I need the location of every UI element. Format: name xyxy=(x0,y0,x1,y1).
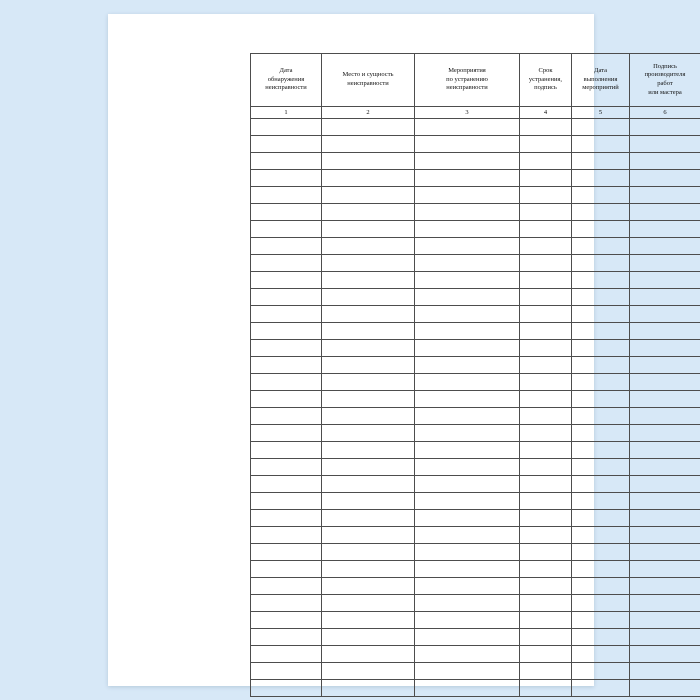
table-cell[interactable] xyxy=(415,221,520,238)
table-cell[interactable] xyxy=(322,663,415,680)
table-row[interactable] xyxy=(251,187,700,204)
table-cell[interactable] xyxy=(630,374,700,391)
table-cell[interactable] xyxy=(520,306,572,323)
table-cell[interactable] xyxy=(415,646,520,663)
table-cell[interactable] xyxy=(572,374,630,391)
table-cell[interactable] xyxy=(415,187,520,204)
table-row[interactable] xyxy=(251,272,700,289)
table-cell[interactable] xyxy=(520,204,572,221)
column-header-1-line-1: Дата xyxy=(279,67,293,75)
table-cell[interactable] xyxy=(630,204,700,221)
table-cell[interactable] xyxy=(520,459,572,476)
column-header-2 xyxy=(322,54,415,107)
table-row[interactable] xyxy=(251,680,700,697)
table-cell[interactable] xyxy=(572,136,630,153)
table-cell[interactable] xyxy=(572,357,630,374)
table-row[interactable] xyxy=(251,459,700,476)
table-cell[interactable] xyxy=(520,561,572,578)
table-cell[interactable] xyxy=(322,170,415,187)
table-cell[interactable] xyxy=(415,629,520,646)
table-cell[interactable] xyxy=(630,323,700,340)
table-cell[interactable] xyxy=(520,323,572,340)
table-cell[interactable] xyxy=(415,510,520,527)
table-cell[interactable] xyxy=(630,187,700,204)
table-cell[interactable] xyxy=(322,442,415,459)
table-row[interactable] xyxy=(251,204,700,221)
table-cell[interactable] xyxy=(415,544,520,561)
table-cell[interactable] xyxy=(520,663,572,680)
table-cell[interactable] xyxy=(520,425,572,442)
table-cell[interactable] xyxy=(415,340,520,357)
table-cell[interactable] xyxy=(572,476,630,493)
table-cell[interactable] xyxy=(415,408,520,425)
table-cell[interactable] xyxy=(520,680,572,697)
table-row[interactable] xyxy=(251,425,700,442)
table-cell[interactable] xyxy=(630,255,700,272)
table-cell[interactable] xyxy=(572,187,630,204)
table-row[interactable] xyxy=(251,476,700,493)
table-cell[interactable] xyxy=(415,323,520,340)
table-cell[interactable] xyxy=(251,255,322,272)
column-header-2-line-2: неисправности xyxy=(347,80,389,87)
table-cell[interactable] xyxy=(630,476,700,493)
table-cell[interactable] xyxy=(630,289,700,306)
table-row[interactable] xyxy=(251,136,700,153)
table-cell[interactable] xyxy=(251,612,322,629)
table-cell[interactable] xyxy=(630,391,700,408)
table-cell[interactable] xyxy=(322,646,415,663)
table-cell[interactable] xyxy=(415,272,520,289)
table-cell[interactable] xyxy=(322,306,415,323)
table-cell[interactable] xyxy=(572,595,630,612)
table-cell[interactable] xyxy=(630,238,700,255)
table-cell[interactable] xyxy=(520,221,572,238)
table-cell[interactable] xyxy=(630,425,700,442)
table-cell[interactable] xyxy=(520,391,572,408)
table-cell[interactable] xyxy=(415,527,520,544)
table-row[interactable] xyxy=(251,442,700,459)
table-cell[interactable] xyxy=(415,680,520,697)
column-number-3: 3 xyxy=(415,107,520,119)
table-cell[interactable] xyxy=(322,544,415,561)
table-cell[interactable] xyxy=(251,153,322,170)
table-cell[interactable] xyxy=(251,408,322,425)
table-row[interactable] xyxy=(251,238,700,255)
table-cell[interactable] xyxy=(520,153,572,170)
table-cell[interactable] xyxy=(520,493,572,510)
column-header-6-line-1: Подпись xyxy=(653,62,677,70)
table-cell[interactable] xyxy=(572,442,630,459)
table-row[interactable] xyxy=(251,663,700,680)
table-row[interactable] xyxy=(251,629,700,646)
table-cell[interactable] xyxy=(520,544,572,561)
table-cell[interactable] xyxy=(322,153,415,170)
table-cell[interactable] xyxy=(251,391,322,408)
column-header-2-line-1: Место и сущность xyxy=(342,71,394,79)
column-header-1-line-2: обнаружения xyxy=(267,75,305,83)
table-cell[interactable] xyxy=(572,612,630,629)
document-sheet xyxy=(108,14,686,686)
table-cell[interactable] xyxy=(630,136,700,153)
table-cell[interactable] xyxy=(322,119,415,136)
column-number-6: 6 xyxy=(630,107,700,119)
table-cell[interactable] xyxy=(415,612,520,629)
table-cell[interactable] xyxy=(415,170,520,187)
table-cell[interactable] xyxy=(415,476,520,493)
table-cell[interactable] xyxy=(630,306,700,323)
table-cell[interactable] xyxy=(520,374,572,391)
table-cell[interactable] xyxy=(251,527,322,544)
table-cell[interactable] xyxy=(322,272,415,289)
table-cell[interactable] xyxy=(630,459,700,476)
table-cell[interactable] xyxy=(630,680,700,697)
table-cell[interactable] xyxy=(322,374,415,391)
table-cell[interactable] xyxy=(322,578,415,595)
table-body xyxy=(251,119,700,697)
table-cell[interactable] xyxy=(572,629,630,646)
table-cell[interactable] xyxy=(572,340,630,357)
journal-table xyxy=(250,53,700,697)
table-cell[interactable] xyxy=(415,595,520,612)
table-cell[interactable] xyxy=(572,425,630,442)
table-cell[interactable] xyxy=(572,527,630,544)
table-cell[interactable] xyxy=(572,153,630,170)
table-cell[interactable] xyxy=(251,204,322,221)
table-cell[interactable] xyxy=(322,255,415,272)
table-cell[interactable] xyxy=(520,272,572,289)
table-cell[interactable] xyxy=(630,442,700,459)
table-cell[interactable] xyxy=(572,306,630,323)
table-cell[interactable] xyxy=(630,544,700,561)
column-header-5-line-2: выполнения xyxy=(583,75,618,83)
table-cell[interactable] xyxy=(520,238,572,255)
table-cell[interactable] xyxy=(251,629,322,646)
table-cell[interactable] xyxy=(251,119,322,136)
column-number-4: 4 xyxy=(520,107,572,119)
table-cell[interactable] xyxy=(630,663,700,680)
table-cell[interactable] xyxy=(572,646,630,663)
table-cell[interactable] xyxy=(630,595,700,612)
column-number-1: 1 xyxy=(251,107,322,119)
table-cell[interactable] xyxy=(520,629,572,646)
table-cell[interactable] xyxy=(572,289,630,306)
table-cell[interactable] xyxy=(251,340,322,357)
table-cell[interactable] xyxy=(520,136,572,153)
table-cell[interactable] xyxy=(251,136,322,153)
table-cell[interactable] xyxy=(251,272,322,289)
table-cell[interactable] xyxy=(251,476,322,493)
header-row xyxy=(251,54,700,107)
column-header-1 xyxy=(251,54,322,107)
table-cell[interactable] xyxy=(572,323,630,340)
table-cell[interactable] xyxy=(415,561,520,578)
column-header-3-line-1: Мероприятия xyxy=(448,67,486,75)
table-cell[interactable] xyxy=(520,170,572,187)
table-cell[interactable] xyxy=(520,612,572,629)
table-row[interactable] xyxy=(251,578,700,595)
table-cell[interactable] xyxy=(251,510,322,527)
table-cell[interactable] xyxy=(322,680,415,697)
table-row[interactable] xyxy=(251,357,700,374)
column-number-row xyxy=(251,107,700,119)
table-cell[interactable] xyxy=(572,238,630,255)
table-cell[interactable] xyxy=(520,646,572,663)
table-row[interactable] xyxy=(251,544,700,561)
table-cell[interactable] xyxy=(415,136,520,153)
table-cell[interactable] xyxy=(322,340,415,357)
table-cell[interactable] xyxy=(322,238,415,255)
table-cell[interactable] xyxy=(251,493,322,510)
table-cell[interactable] xyxy=(572,544,630,561)
table-row[interactable] xyxy=(251,119,700,136)
table-cell[interactable] xyxy=(251,170,322,187)
table-cell[interactable] xyxy=(415,442,520,459)
column-header-5 xyxy=(572,54,630,107)
table-cell[interactable] xyxy=(322,629,415,646)
table-cell[interactable] xyxy=(415,255,520,272)
table-cell[interactable] xyxy=(251,357,322,374)
table-cell[interactable] xyxy=(415,153,520,170)
table-cell[interactable] xyxy=(251,374,322,391)
table-cell[interactable] xyxy=(520,357,572,374)
table-cell[interactable] xyxy=(415,306,520,323)
table-cell[interactable] xyxy=(520,476,572,493)
table-cell[interactable] xyxy=(251,221,322,238)
table-cell[interactable] xyxy=(572,204,630,221)
table-cell[interactable] xyxy=(415,391,520,408)
table-row[interactable] xyxy=(251,289,700,306)
table-cell[interactable] xyxy=(415,357,520,374)
table-cell[interactable] xyxy=(520,408,572,425)
journal-table-container xyxy=(250,53,686,697)
table-cell[interactable] xyxy=(322,289,415,306)
table-cell[interactable] xyxy=(630,612,700,629)
table-cell[interactable] xyxy=(415,493,520,510)
column-header-4-line-2: устранения, xyxy=(528,75,563,83)
table-cell[interactable] xyxy=(572,255,630,272)
table-cell[interactable] xyxy=(630,629,700,646)
table-cell[interactable] xyxy=(251,663,322,680)
column-header-4-line-1: Срок xyxy=(538,67,553,75)
table-cell[interactable] xyxy=(415,238,520,255)
table-cell[interactable] xyxy=(251,459,322,476)
table-cell[interactable] xyxy=(322,136,415,153)
column-header-4 xyxy=(520,54,572,107)
table-cell[interactable] xyxy=(415,119,520,136)
table-cell[interactable] xyxy=(322,493,415,510)
table-cell[interactable] xyxy=(630,119,700,136)
table-cell[interactable] xyxy=(322,527,415,544)
table-row[interactable] xyxy=(251,561,700,578)
table-cell[interactable] xyxy=(322,476,415,493)
table-cell[interactable] xyxy=(251,289,322,306)
table-cell[interactable] xyxy=(572,272,630,289)
table-cell[interactable] xyxy=(520,289,572,306)
table-cell[interactable] xyxy=(322,323,415,340)
table-cell[interactable] xyxy=(572,680,630,697)
column-number-5: 5 xyxy=(572,107,630,119)
table-cell[interactable] xyxy=(322,425,415,442)
table-cell[interactable] xyxy=(520,527,572,544)
table-cell[interactable] xyxy=(630,561,700,578)
table-cell[interactable] xyxy=(630,272,700,289)
table-cell[interactable] xyxy=(322,459,415,476)
table-row[interactable] xyxy=(251,493,700,510)
table-cell[interactable] xyxy=(630,221,700,238)
table-cell[interactable] xyxy=(520,595,572,612)
table-row[interactable] xyxy=(251,221,700,238)
table-cell[interactable] xyxy=(251,238,322,255)
table-cell[interactable] xyxy=(572,408,630,425)
table-cell[interactable] xyxy=(415,578,520,595)
column-number-2: 2 xyxy=(322,107,415,119)
table-cell[interactable] xyxy=(322,187,415,204)
column-header-1-line-3: неисправности xyxy=(265,84,307,92)
table-row[interactable] xyxy=(251,374,700,391)
column-header-5-line-1: Дата xyxy=(594,67,607,75)
table-cell[interactable] xyxy=(251,442,322,459)
table-cell[interactable] xyxy=(322,561,415,578)
table-row[interactable] xyxy=(251,306,700,323)
table-row[interactable] xyxy=(251,408,700,425)
table-cell[interactable] xyxy=(415,459,520,476)
table-row[interactable] xyxy=(251,340,700,357)
table-cell[interactable] xyxy=(630,527,700,544)
table-cell[interactable] xyxy=(322,221,415,238)
table-cell[interactable] xyxy=(251,544,322,561)
table-cell[interactable] xyxy=(322,612,415,629)
table-row[interactable] xyxy=(251,170,700,187)
table-cell[interactable] xyxy=(251,595,322,612)
table-cell[interactable] xyxy=(630,578,700,595)
table-cell[interactable] xyxy=(520,578,572,595)
table-cell[interactable] xyxy=(572,561,630,578)
table-cell[interactable] xyxy=(630,493,700,510)
table-cell[interactable] xyxy=(630,340,700,357)
table-cell[interactable] xyxy=(415,374,520,391)
table-cell[interactable] xyxy=(415,289,520,306)
table-cell[interactable] xyxy=(251,323,322,340)
table-row[interactable] xyxy=(251,612,700,629)
table-cell[interactable] xyxy=(251,578,322,595)
table-row[interactable] xyxy=(251,595,700,612)
table-cell[interactable] xyxy=(630,170,700,187)
table-cell[interactable] xyxy=(520,255,572,272)
table-cell[interactable] xyxy=(520,510,572,527)
table-cell[interactable] xyxy=(322,204,415,221)
table-cell[interactable] xyxy=(630,510,700,527)
table-row[interactable] xyxy=(251,323,700,340)
table-cell[interactable] xyxy=(572,510,630,527)
table-cell[interactable] xyxy=(322,357,415,374)
column-header-4-line-3: подпись xyxy=(534,84,557,92)
table-cell[interactable] xyxy=(251,425,322,442)
table-cell[interactable] xyxy=(415,204,520,221)
table-cell[interactable] xyxy=(251,646,322,663)
table-cell[interactable] xyxy=(572,578,630,595)
table-cell[interactable] xyxy=(572,170,630,187)
column-header-6 xyxy=(630,54,700,107)
column-header-6-line-2: производителя xyxy=(644,71,686,79)
table-cell[interactable] xyxy=(630,408,700,425)
column-header-3-line-3: неисправности xyxy=(446,84,488,92)
table-cell[interactable] xyxy=(251,306,322,323)
table-row[interactable] xyxy=(251,153,700,170)
table-row[interactable] xyxy=(251,391,700,408)
table-cell[interactable] xyxy=(251,680,322,697)
column-header-3 xyxy=(415,54,520,107)
table-cell[interactable] xyxy=(415,663,520,680)
table-cell[interactable] xyxy=(322,391,415,408)
column-header-6-line-3: работ xyxy=(657,80,673,87)
table-cell[interactable] xyxy=(520,119,572,136)
table-cell[interactable] xyxy=(572,221,630,238)
table-row[interactable] xyxy=(251,255,700,272)
table-cell[interactable] xyxy=(572,119,630,136)
table-cell[interactable] xyxy=(630,153,700,170)
table-cell[interactable] xyxy=(322,595,415,612)
table-cell[interactable] xyxy=(630,646,700,663)
table-row[interactable] xyxy=(251,527,700,544)
table-cell[interactable] xyxy=(415,425,520,442)
table-cell[interactable] xyxy=(322,510,415,527)
table-cell[interactable] xyxy=(630,357,700,374)
table-cell[interactable] xyxy=(520,340,572,357)
table-cell[interactable] xyxy=(572,391,630,408)
column-header-5-line-3: мероприятий xyxy=(582,84,619,92)
table-cell[interactable] xyxy=(251,561,322,578)
column-header-3-line-2: по устранению xyxy=(446,75,488,83)
table-cell[interactable] xyxy=(572,493,630,510)
table-cell[interactable] xyxy=(572,459,630,476)
table-cell[interactable] xyxy=(520,442,572,459)
table-cell[interactable] xyxy=(251,187,322,204)
table-row[interactable] xyxy=(251,646,700,663)
table-cell[interactable] xyxy=(322,408,415,425)
table-cell[interactable] xyxy=(572,663,630,680)
table-head xyxy=(251,54,700,119)
table-cell[interactable] xyxy=(520,187,572,204)
table-row[interactable] xyxy=(251,510,700,527)
column-header-6-line-4: или мастера xyxy=(648,88,682,96)
